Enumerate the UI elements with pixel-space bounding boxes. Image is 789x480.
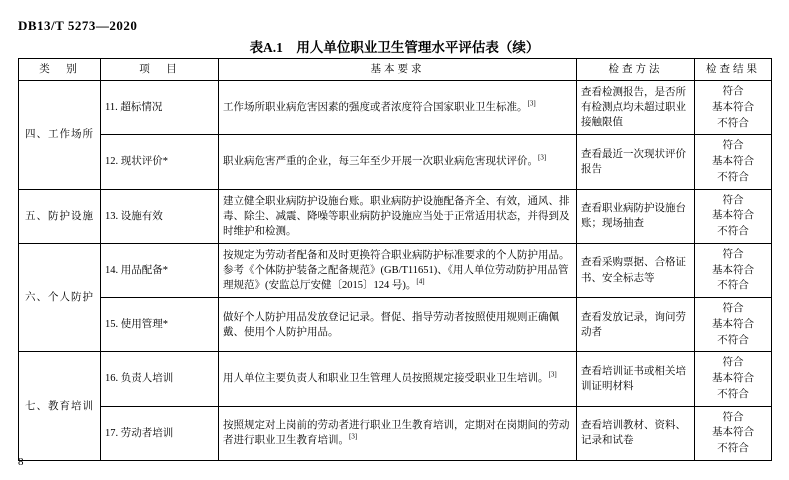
result-cell <box>695 81 772 135</box>
requirement-footnote: [3] <box>349 432 358 441</box>
column-header-requirement: 基本要求 <box>219 59 577 81</box>
column-header-result: 检查结果 <box>695 59 772 81</box>
category-cell-education-training: 七、教育培训 <box>19 352 101 461</box>
result-option-compliant[interactable]: 符合 <box>722 248 744 260</box>
item-cell: 14. 用品配备* <box>101 243 219 297</box>
result-option-basically-compliant[interactable]: 基本符合 <box>712 318 754 330</box>
table-header <box>19 59 772 81</box>
requirement-footnote: [3] <box>527 99 536 108</box>
item-cell: 13. 设施有效 <box>101 189 219 243</box>
table-title: 表A.1 用人单位职业卫生管理水平评估表（续） <box>249 40 540 55</box>
table-header-row <box>19 59 772 81</box>
requirement-cell <box>219 406 577 460</box>
requirement-footnote: [3] <box>538 153 547 162</box>
requirement-text: 职业病危害严重的企业，每三年至少开展一次职业病危害现状评价。 <box>223 156 538 168</box>
result-option-basically-compliant[interactable]: 基本符合 <box>712 373 754 385</box>
requirement-cell <box>219 352 577 406</box>
result-option-non-compliant[interactable]: 不符合 <box>717 388 749 400</box>
result-option-non-compliant[interactable]: 不符合 <box>717 171 749 183</box>
requirement-cell <box>219 135 577 189</box>
requirement-cell <box>219 298 577 352</box>
result-option-basically-compliant[interactable]: 基本符合 <box>712 101 754 113</box>
requirement-cell <box>219 81 577 135</box>
result-cell <box>695 243 772 297</box>
table-row <box>19 189 772 243</box>
method-cell: 查看发放记录，询问劳动者 <box>577 298 695 352</box>
category-cell-protective-facilities: 五、防护设施 <box>19 189 101 243</box>
item-cell: 17. 劳动者培训 <box>101 406 219 460</box>
result-option-non-compliant[interactable]: 不符合 <box>717 443 749 455</box>
table-row <box>19 298 772 352</box>
method-cell: 查看最近一次现状评价报告 <box>577 135 695 189</box>
requirement-text: 建立健全职业病防护设施台账。职业病防护设施配备齐全、有效，通风、排毒、除尘、减震、降噪等职业病防护设施应当处于正常适用状态，并得到及时维护和检测。 <box>223 195 570 237</box>
requirement-cell <box>219 189 577 243</box>
result-cell <box>695 135 772 189</box>
column-header-item: 项 目 <box>101 59 219 81</box>
result-option-compliant[interactable]: 符合 <box>722 194 744 206</box>
requirement-text: 按照规定对上岗前的劳动者进行职业卫生教育培训，定期对在岗期间的劳动者进行职业卫生教育培训。 <box>223 420 570 447</box>
requirement-text: 工作场所职业病危害因素的强度或者浓度符合国家职业卫生标准。 <box>223 102 528 114</box>
standard-number: DB13/T 5273—2020 <box>18 18 138 33</box>
result-option-basically-compliant[interactable]: 基本符合 <box>712 156 754 168</box>
item-cell: 16. 负责人培训 <box>101 352 219 406</box>
result-cell <box>695 406 772 460</box>
result-option-compliant[interactable]: 符合 <box>722 303 744 315</box>
method-cell: 查看培训教材、资料、记录和试卷 <box>577 406 695 460</box>
result-cell <box>695 352 772 406</box>
table-body <box>19 81 772 461</box>
result-option-basically-compliant[interactable]: 基本符合 <box>712 427 754 439</box>
item-cell: 12. 现状评价* <box>101 135 219 189</box>
result-option-non-compliant[interactable]: 不符合 <box>717 334 749 346</box>
page-number: 8 <box>18 456 24 468</box>
requirement-text: 用人单位主要负责人和职业卫生管理人员按照规定接受职业卫生培训。 <box>223 373 549 385</box>
method-cell: 查看培训证书或相关培训证明材料 <box>577 352 695 406</box>
requirement-cell <box>219 243 577 297</box>
result-option-compliant[interactable]: 符合 <box>722 140 744 152</box>
requirement-text: 按规定为劳动者配备和及时更换符合职业病防护标准要求的个人防护用品。参考《个体防护装备之配备规范》(GB/T11651)、《用人单位劳动防护用品管理规范》(安监总厅安健〔2015〕124 号)。 <box>223 249 570 292</box>
table-row <box>19 406 772 460</box>
column-header-category: 类 别 <box>19 59 101 81</box>
table-row <box>19 135 772 189</box>
result-option-non-compliant[interactable]: 不符合 <box>717 280 749 292</box>
result-option-compliant[interactable]: 符合 <box>722 86 744 98</box>
table-row <box>19 243 772 297</box>
result-option-basically-compliant[interactable]: 基本符合 <box>712 264 754 276</box>
requirement-footnote: [4] <box>416 277 425 286</box>
method-cell: 查看采购票据、合格证书、安全标志等 <box>577 243 695 297</box>
item-cell: 11. 超标情况 <box>101 81 219 135</box>
table-row <box>19 352 772 406</box>
result-option-compliant[interactable]: 符合 <box>722 357 744 369</box>
category-cell-workplace: 四、工作场所 <box>19 81 101 190</box>
result-option-compliant[interactable]: 符合 <box>722 411 744 423</box>
table-row <box>19 81 772 135</box>
requirement-footnote: [3] <box>548 370 557 379</box>
result-cell <box>695 189 772 243</box>
item-cell: 15. 使用管理* <box>101 298 219 352</box>
result-cell <box>695 298 772 352</box>
result-option-basically-compliant[interactable]: 基本符合 <box>712 210 754 222</box>
category-cell-personal-protection: 六、个人防护 <box>19 243 101 352</box>
evaluation-table <box>18 58 772 461</box>
result-option-non-compliant[interactable]: 不符合 <box>717 226 749 238</box>
method-cell: 查看职业病防护设施台账；现场抽查 <box>577 189 695 243</box>
column-header-method: 检查方法 <box>577 59 695 81</box>
result-option-non-compliant[interactable]: 不符合 <box>717 117 749 129</box>
method-cell: 查看检测报告，是否所有检测点均未超过职业接触限值 <box>577 81 695 135</box>
requirement-text: 做好个人防护用品发放登记记录。督促、指导劳动者按照使用规则正确佩戴、使用个人防护用品。 <box>223 311 559 338</box>
